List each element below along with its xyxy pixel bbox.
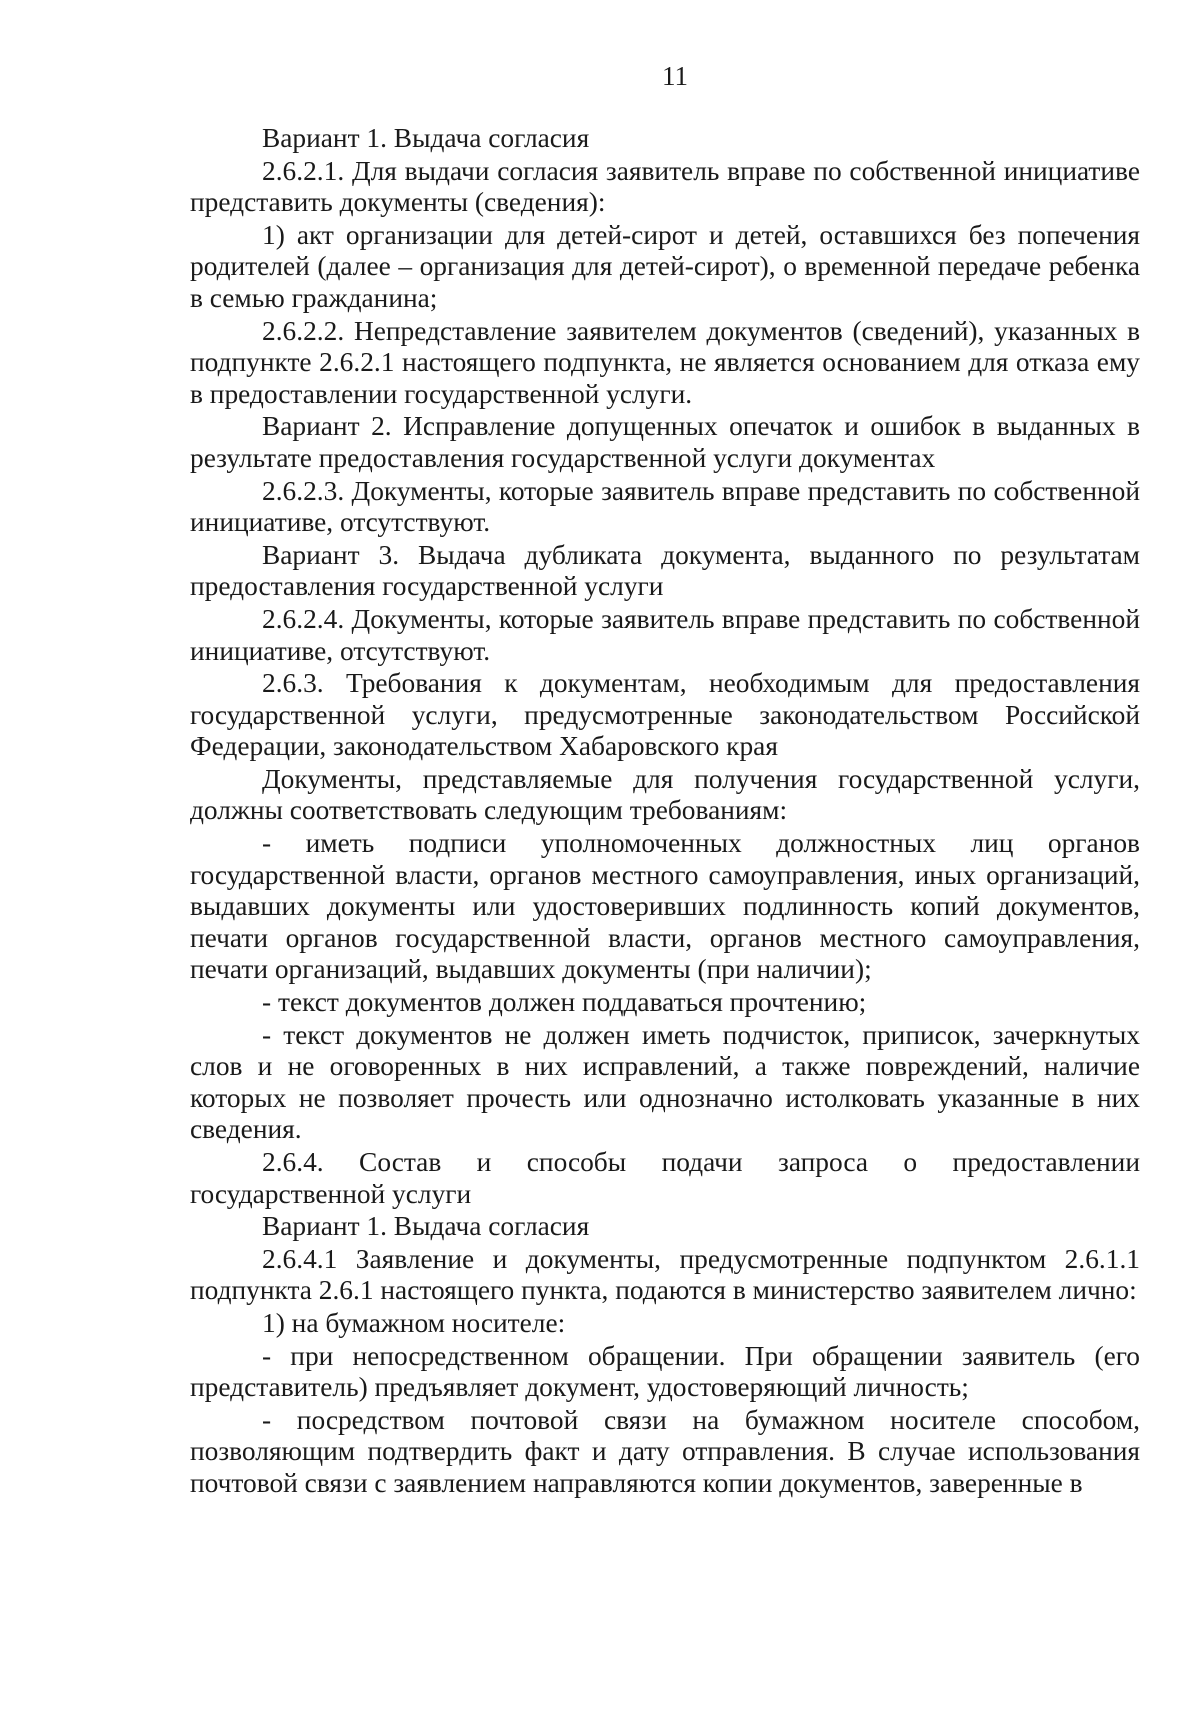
requirement-signatures: - иметь подписи уполномоченных должностных лиц органов государственной власти, органов местного самоуправления, иных организаций, выдавших документы или удостоверивших подлинность копий документов, печати органов государственной власти, органов местного самоуправления, печати организаций, выдавших документы (при наличии); (190, 828, 1140, 985)
paragraph-2-6-4: 2.6.4. Состав и способы подачи запроса о предоставлении государственной услуги (190, 1147, 1140, 1209)
paragraph-2-6-2-4: 2.6.2.4. Документы, которые заявитель вправе представить по собственной инициативе, отсутствуют. (190, 603, 1140, 666)
document-body (190, 122, 1140, 1500)
requirement-readable: - текст документов должен поддаваться прочтению; (262, 987, 867, 1018)
paragraph-2-6-3: 2.6.3. Требования к документам, необходимым для предоставления государственной услуги, предусмотренные законодательством Российской Федерации, законодательством Хабаровского края (190, 668, 1140, 762)
list-item-paper: 1) на бумажном носителе: (262, 1307, 566, 1338)
variant-1-heading: Вариант 1. Выдача согласия (262, 123, 590, 153)
paragraph-2-6-4-1: 2.6.4.1 Заявление и документы, предусмотренные подпунктом 2.6.1.1 подпункта 2.6.1 настоящего пункта, подаются в министерство заявителем лично: (190, 1243, 1140, 1306)
variant-2-heading: Вариант 2. Исправление допущенных опечаток и ошибок в выданных в результате предоставления государственной услуги документах (190, 411, 1140, 473)
page-number: 11 (662, 61, 688, 91)
requirement-no-corrections: - текст документов не должен иметь подчисток, приписок, зачеркнутых слов и не оговоренных в них исправлений, а также повреждений, наличие которых не позволяет прочесть или однозначно истолковать указанные в них сведения. (190, 1019, 1140, 1145)
list-item-act: 1) акт организации для детей-сирот и детей, оставшихся без попечения родителей (далее – организация для детей-сирот), о временной передаче ребенка в семью гражданина; (190, 219, 1140, 313)
paragraph-2-6-2-3: 2.6.2.3. Документы, которые заявитель вправе представить по собственной инициативе, отсутствуют. (190, 475, 1140, 538)
paragraph-2-6-2-2: 2.6.2.2. Непредставление заявителем документов (сведений), указанных в подпункте 2.6.2.1 настоящего подпункта, не является основанием для отказа ему в предоставлении государственной услуги. (190, 315, 1140, 409)
requirements-intro: Документы, представляемые для получения государственной услуги, должны соответствовать следующим требованиям: (190, 763, 1140, 826)
list-item-postal: - посредством почтовой связи на бумажном носителе способом, позволяющим подтвердить факт и дату отправления. В случае использования почтовой связи с заявлением направляются копии документов, заверенные в (190, 1404, 1140, 1498)
variant-1-heading-repeat: Вариант 1. Выдача согласия (262, 1211, 590, 1242)
list-item-direct-visit: - при непосредственном обращении. При обращении заявитель (его представитель) предъявляет документ, удостоверяющий личность; (190, 1340, 1140, 1403)
paragraph-2-6-2-1: 2.6.2.1. Для выдачи согласия заявитель вправе по собственной инициативе представить документы (сведения): (190, 155, 1140, 218)
variant-3-heading: Вариант 3. Выдача дубликата документа, выданного по результатам предоставления государственной услуги (190, 539, 1140, 602)
